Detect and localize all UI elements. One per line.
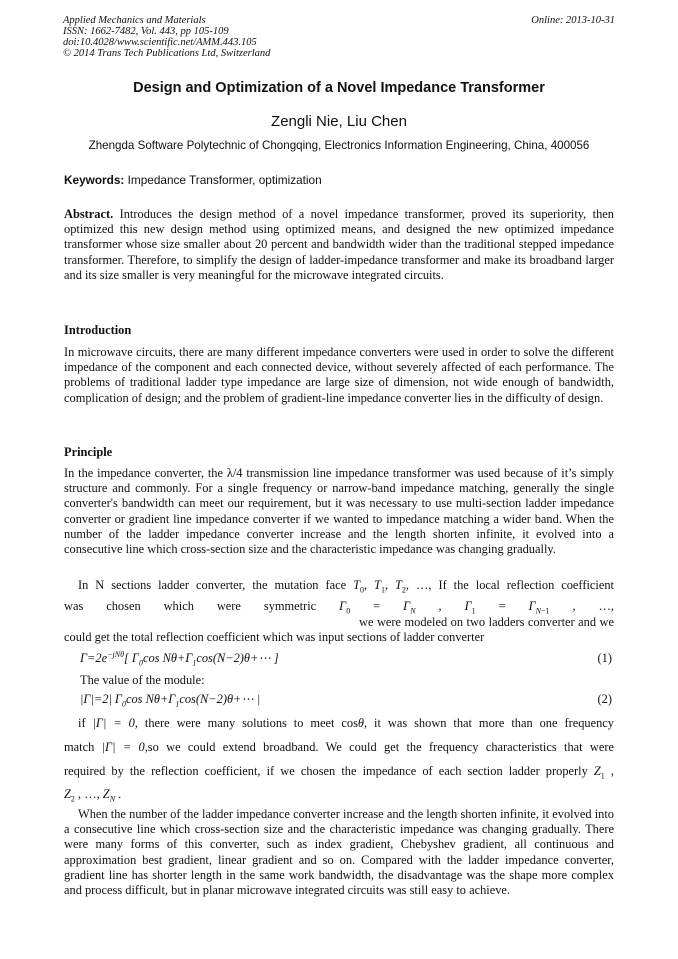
equation-2-number: (2) [597,692,612,706]
equation-1-expression: $\Gamma=2e^{-jN\theta}$[ $\Gamma_0\cos$ $N\theta+\Gamma_1\cos(N-2)\theta+\cdots$ ] [80,650,279,668]
doi-line: doi:10.4028/www.scientific.net/AMM.443.105 [63,37,257,48]
abstract [64,207,614,283]
principle-paragraph-2-rest: we were modeled on two ladders converter and we could get the total reflection coefficient which was input sections of ladder converter [64,615,614,645]
journal-header [63,15,615,59]
principle-paragraph-2-line-2: was chosen which were symmetric $\Gamma_0 = \Gamma_N$ , $\Gamma_1 = \Gamma_{N-1}$ , …, [64,599,614,616]
keywords [64,173,322,187]
introduction-paragraph: In microwave circuits, there are many different impedance converters were used in order to solve the different impedance of the component and each connected device, without severely affected of each performance. The problems of traditional ladder type impedance are large size of dimension, not wide enough of bandwidth, complication of design; and the problem of gradient-line impedance converter lies in the difficulty of design. [64,345,614,405]
copyright-line: © 2014 Trans Tech Publications Ltd, Switzerland [63,48,271,59]
principle-paragraph-3-line-1: if |Γ| = 0, there were many solutions to meet cosθ, it was shown that more than one frequency [78,716,614,730]
keywords-text: Impedance Transformer, optimization [124,173,322,187]
online-date: Online: 2013-10-31 [531,15,615,26]
module-text: The value of the module: [80,673,205,687]
principle-paragraph-2-line-1: In N sections ladder converter, the mutation face $T_0$, $T_1$, $T_2$, …, If the local reflection coefficient [78,578,614,595]
affiliation: Zhengda Software Polytechnic of Chongqing, Electronics Information Engineering, China, 400056 [88,139,590,152]
principle-paragraph-3-line-4: $Z_2$ , …, $Z_N$ . [64,787,122,804]
equation-2 [64,689,614,711]
authors: Zengli Nie, Liu Chen [271,113,407,130]
equation-1 [64,648,614,670]
principle-paragraph-4: When the number of the ladder impedance converter increase and the length shorten infinite, it evolved into a consecutive line which cross-section size and the characteristic impedance was changing gradually. There were many forms of this converter, such as index gradient, Chebyshev gradient, all continuous and approximation best gradient, linear gradient and so on. Compared with the ladder impedance converter, gradient line has shorter length in the same work bandwidth, the disadvantage was the shape more complex and process difficult, but in planar microwave integrated circuits was still easy to achieve. [64,807,614,898]
principle-paragraph-3-line-2: match |Γ| = 0,so we could extend broadband. We could get the frequency characteristics that were [64,740,614,754]
abstract-label: Abstract. [64,207,114,221]
section-heading-principle: Principle [64,445,113,459]
journal-name: Applied Mechanics and Materials [63,15,206,26]
abstract-text: Introduces the design method of a novel impedance transformer, proved its superiority, then optimized this new design method using optimized means, and designed the new optimized impedance transformer whose size smaller about 20 percent and bandwidth wider than the traditional stepped impedance transformer. Therefore, to simplify the design of ladder-impedance transformer and make its broadband larger and its size smaller is very meaningful for the microwave integrated circuits. [64,207,614,282]
equation-2-expression: |Γ|=2| $\Gamma_0\cos$ $N\theta+\Gamma_1\cos(N-2)\theta+\cdots$ | [80,692,261,709]
issn-line: ISSN: 1662-7482, Vol. 443, pp 105-109 [63,26,229,37]
principle-paragraph-3-line-3: required by the reflection coefficient, if we chosen the impedance of each section ladder properly $Z_1$ , [64,764,614,781]
equation-1-number: (1) [597,651,612,665]
section-heading-introduction: Introduction [64,323,132,337]
paper-title: Design and Optimization of a Novel Impedance Transformer [133,80,545,96]
keywords-label: Keywords: [64,173,125,187]
principle-paragraph-1: In the impedance converter, the λ/4 transmission line impedance transformer was used because of it’s simply structure and commonly. For a single frequency or narrow-band impedance matching, generally the single converter's bandwidth can meet our requirement, but it was necessary to use multi-section ladder impedance converter or gradient line impedance converter if we wanted to impedance matching a wider band. When the number of the ladder impedance converter increase and the length shorten infinite, it evolved into a consecutive line which cross-section size and the characteristic impedance was changing gradually. [64,466,614,557]
